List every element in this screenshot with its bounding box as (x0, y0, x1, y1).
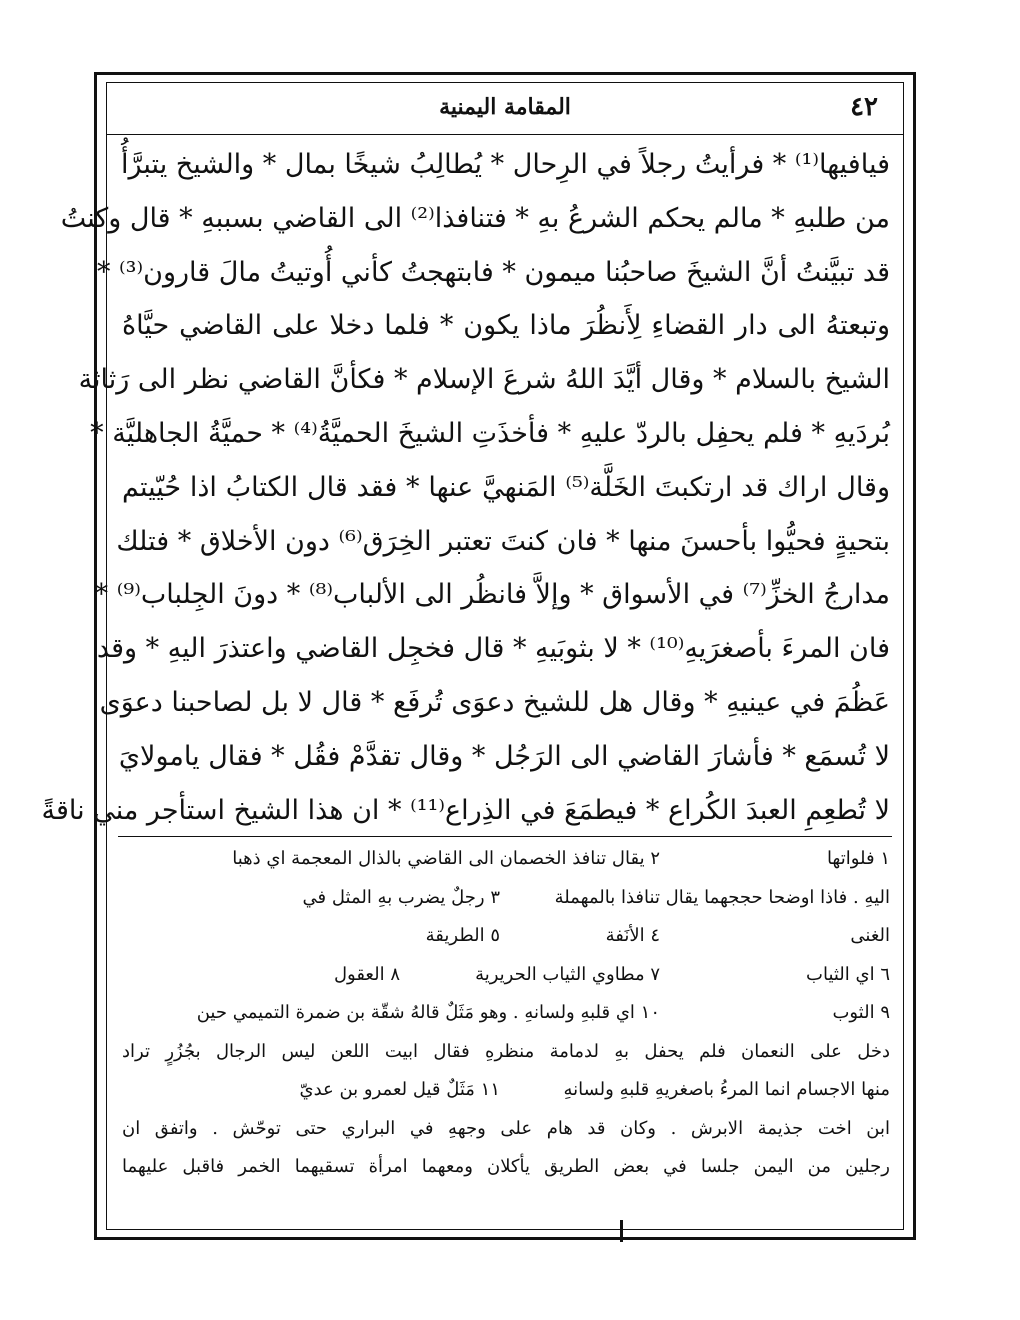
footnote-3: ٣ رجلٌ يضرب بهِ المثل في (302, 886, 500, 908)
text-line: بتحيةٍ فحيُّوا بأحسنَ منها * فان كنتَ تعتبر الخِرَق⁽⁶⁾ دون الأخلاق * فتلك (116, 525, 890, 557)
footnote-row (122, 996, 890, 1035)
footnote-8: ٨ العقول (333, 963, 400, 985)
text-line: لا تُطعِمِ العبدَ الكُراع * فيطمَعَ في الذِراع⁽¹¹⁾ * ان هذا الشيخ استأجر مني ناقةً (41, 794, 890, 826)
footnote-4: ٤ الأنَفة (605, 925, 660, 946)
text-line: بُردَيهِ * فلم يحفِل بالردّ عليهِ * فأخذَتِ الشيخَ الحميَّةُ⁽⁴⁾ * حميَّةُ الجاهليَّة * (90, 417, 890, 449)
footnote-6: ٦ اي الثياب (806, 963, 890, 985)
text-line: قد تبيَّنتُ أنَّ الشيخَ صاحبُنا ميمون * فابتهجتُ كأني أُوتيتُ مالَ قارون⁽³⁾ * (96, 256, 890, 288)
page-number: ٤٢ (850, 92, 878, 122)
footnote-11-cont: ابن اخت جذيمة الابرش . وكان قد هام على وجههِ في البراري حتى توحّش . واتفق ان (122, 1117, 890, 1139)
footnote-5: ٥ الطريقة (425, 925, 500, 946)
footnote-row (122, 881, 890, 920)
footnote-7: ٧ مطاوي الثياب الحريرية (475, 963, 660, 985)
text-line: لا تُسمَع * فأشارَ القاضي الى الرَجُل * وقال تقدَّمْ فقُل * فقال يامولايَ (118, 740, 890, 772)
text-line: عَظُمَ في عينيهِ * وقال هل للشيخ دعوَى تُرفَع * قال لا بل لصاحبنا دعوَى (99, 686, 890, 718)
footnote-2-cont: اليهِ . فاذا اوضحا حججهما يقال تنافذا بالمهملة (554, 886, 890, 908)
footnote-row (122, 1035, 890, 1074)
text-line: وقال اراك قد ارتكبتَ الخَلَّة⁽⁵⁾ المَنهيَّ عنها * فقد قال الكتابُ اذا حُيّيتم (122, 471, 890, 503)
text-line: الشيخ بالسلام * وقال أيَّدَ اللهُ شرعَ الإسلام * فكأنَّ القاضي نظر الى رَثاثة (78, 364, 890, 396)
main-text-block (41, 138, 890, 837)
footnote-row (122, 1073, 890, 1112)
footnote-10-cont: دخل على النعمان فلم يحفل بهِ لدمامة منظرهِ فقال ابيت اللعن ليس الرجال بجُزُرٍ تراد (122, 1040, 890, 1062)
footnote-11-cont: رجلين من اليمن جلسا في بعض الطريق يأكلان ومعهما امرأة تسقيهما الخمر فاقبل عليهما (122, 1156, 890, 1177)
page-header (106, 90, 904, 134)
footnote-10: ١٠ اي قلبهِ ولسانهِ . وهو مَثَلٌ قالهُ شقّة بن ضمرة التميمي حين (196, 1002, 660, 1023)
text-line: وتبعتهُ الى دار القضاءِ لِأَنظُرَ ماذا يكون * فلما دخلا على القاضي حيَّاهُ (122, 310, 890, 342)
footnote-row (122, 919, 890, 958)
footnote-9: ٩ الثوب (832, 1002, 890, 1023)
text-line: مدارجُ الخزِّ⁽⁷⁾ في الأسواق * وإلاَّ فانظُر الى الألباب⁽⁸⁾ * دونَ الجِلباب⁽⁹⁾ * (94, 579, 890, 611)
header-title: المقامة اليمنية (439, 94, 571, 120)
text-line: من طلبهِ * مالم يحكم الشرعُ بهِ * فتنافذا⁽²⁾ الى القاضي بسببهِ * قال وكنتُ (60, 202, 890, 234)
text-line: فان المرءَ بأصغرَيهِ⁽¹⁰⁾ * لا بثوبَيهِ * قال فخجِل القاضي واعتذرَ اليهِ * وقد (96, 633, 890, 665)
footnote-2: ٢ يقال تنافذ الخصمان الى القاضي بالذال المعجمة اي ذهبا (232, 848, 660, 869)
footnotes-block (122, 842, 890, 1189)
footnote-divider (118, 836, 892, 837)
footnote-row (122, 1112, 890, 1151)
footnote-row (122, 842, 890, 881)
footnote-3-cont: الغنى (850, 925, 890, 946)
footnote-10-end: منها الاجسام انما المرءُ باصغريهِ قلبهِ ولسانهِ (563, 1079, 890, 1100)
footnote-row (122, 958, 890, 997)
bottom-edge-mark (620, 1220, 623, 1242)
header-divider (106, 134, 904, 135)
footnote-1: ١ فلواتها (826, 848, 890, 869)
footnote-11: ١١ مَثَلٌ قيل لعمرو بن عديّ (299, 1079, 500, 1100)
text-line: فيافيها⁽¹⁾ * فرأيتُ رجلاً في الرِحال * يُطالِبُ شيخًا بمال * والشيخ يتبرَّأُ (121, 149, 890, 180)
footnote-row (122, 1150, 890, 1189)
